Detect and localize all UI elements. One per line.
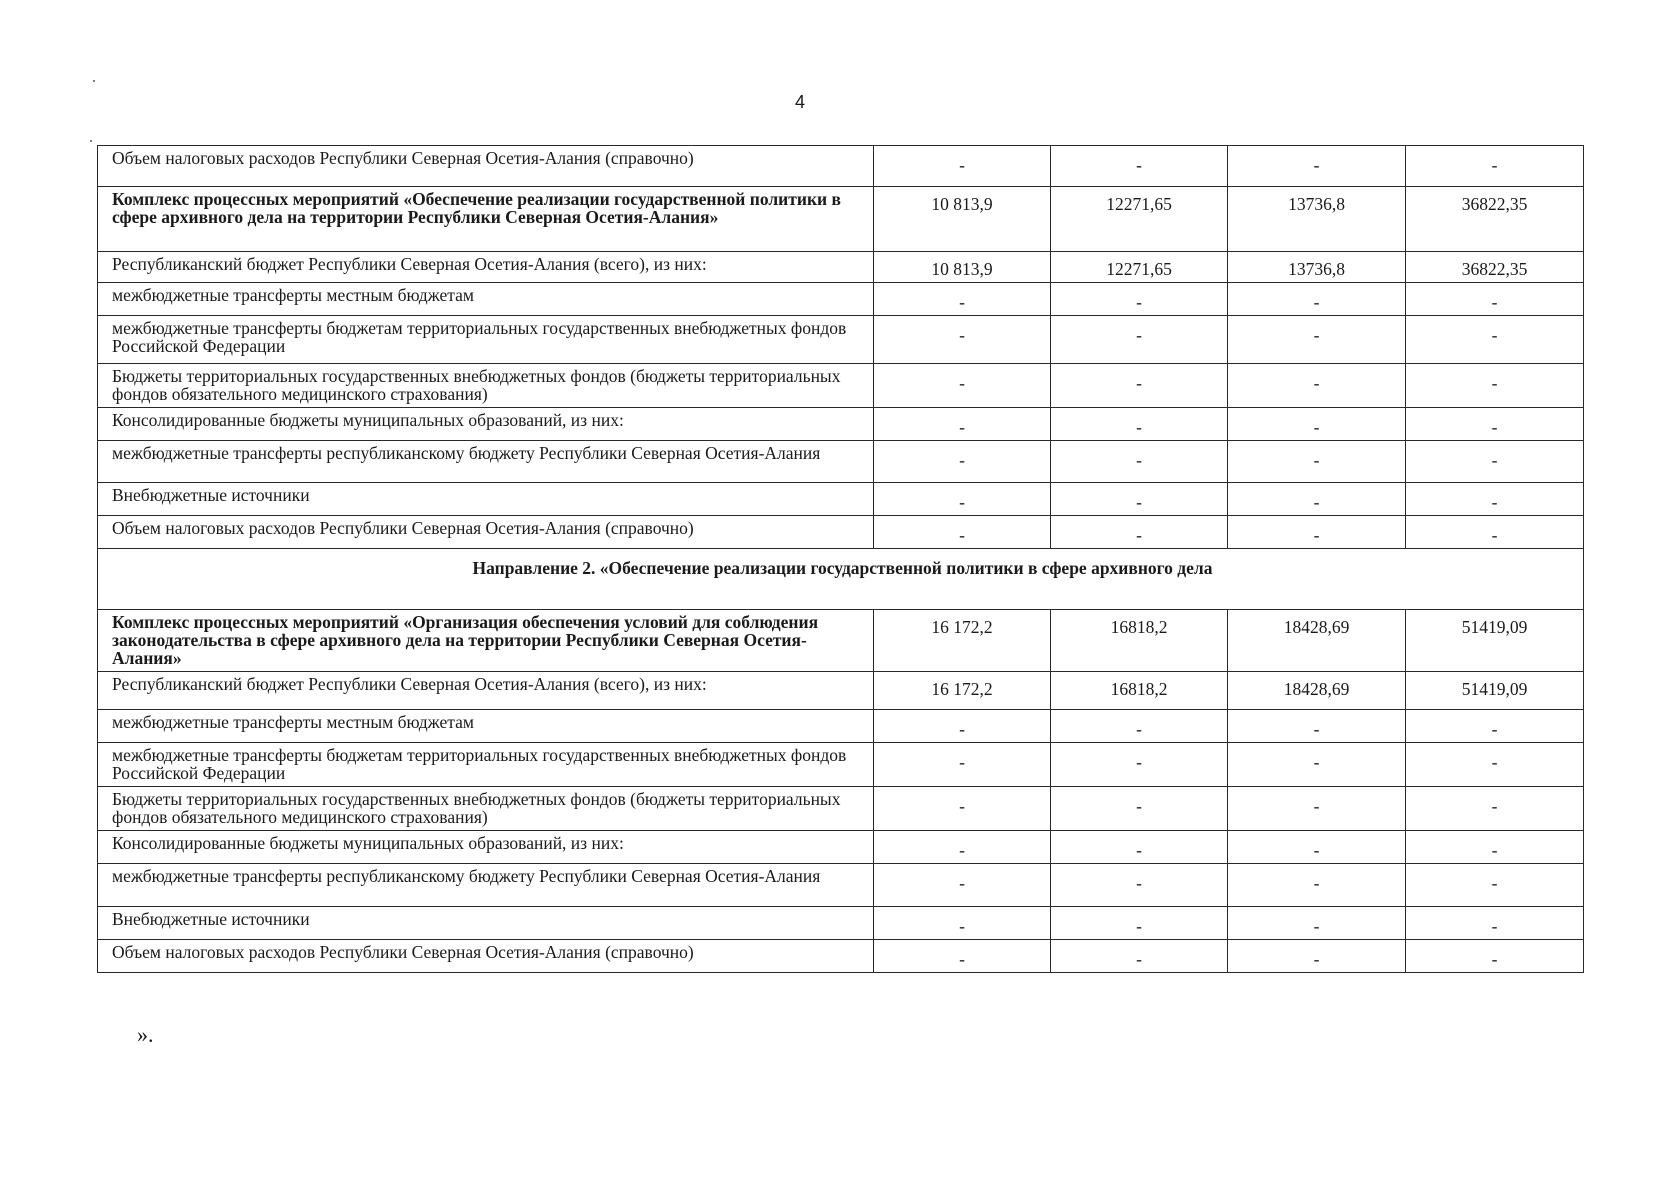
value-cell: - [874, 907, 1051, 940]
value-cell: - [1406, 408, 1584, 441]
row-label: межбюджетные трансферты бюджетам территориальных государственных внебюджетных фондов Российской Федерации [98, 743, 874, 787]
value-cell: - [1406, 483, 1584, 516]
row-label: межбюджетные трансферты бюджетам территориальных государственных внебюджетных фондов Российской Федерации [98, 316, 874, 364]
value-cell: - [1051, 146, 1228, 187]
value-cell: - [1051, 408, 1228, 441]
value-cell: - [1228, 364, 1406, 408]
value-cell: - [1406, 516, 1584, 549]
value-cell: - [1406, 364, 1584, 408]
table-row [98, 787, 1584, 831]
value-cell: - [1228, 483, 1406, 516]
table-row [98, 743, 1584, 787]
value-cell: - [1051, 364, 1228, 408]
value-cell: - [874, 283, 1051, 316]
table-row [98, 672, 1584, 710]
table-row [98, 146, 1584, 187]
value-cell: - [1051, 907, 1228, 940]
table-row [98, 441, 1584, 483]
value-cell: - [874, 146, 1051, 187]
value-cell: - [874, 787, 1051, 831]
value-cell: - [874, 940, 1051, 973]
value-cell: - [874, 516, 1051, 549]
row-label: Объем налоговых расходов Республики Северная Осетия-Алания (справочно) [98, 146, 874, 187]
value-cell: - [1051, 743, 1228, 787]
value-cell: - [1051, 441, 1228, 483]
complex-row [98, 187, 1584, 252]
row-label: Комплекс процессных мероприятий «Организация обеспечения условий для соблюдения законодательства в сфере архивного дела на территории Республики Северная Осетия-Алания» [98, 610, 874, 672]
value-cell: 16818,2 [1051, 610, 1228, 672]
table-row [98, 831, 1584, 864]
value-cell: - [1228, 787, 1406, 831]
value-cell: 51419,09 [1406, 610, 1584, 672]
direction-title: Направление 2. «Обеспечение реализации государственной политики в сфере архивного дела [98, 549, 1584, 610]
value-cell: - [1406, 146, 1584, 187]
value-cell: - [1228, 441, 1406, 483]
value-cell: - [1406, 283, 1584, 316]
value-cell: - [874, 441, 1051, 483]
row-label: Консолидированные бюджеты муниципальных образований, из них: [98, 408, 874, 441]
value-cell: - [1051, 864, 1228, 907]
value-cell: - [1406, 710, 1584, 743]
value-cell: 13736,8 [1228, 252, 1406, 283]
value-cell: - [1051, 483, 1228, 516]
table-row [98, 483, 1584, 516]
value-cell: 18428,69 [1228, 610, 1406, 672]
value-cell: - [1051, 283, 1228, 316]
value-cell: - [874, 316, 1051, 364]
value-cell: - [1228, 146, 1406, 187]
row-label: Республиканский бюджет Республики Северная Осетия-Алания (всего), из них: [98, 672, 874, 710]
value-cell: - [1406, 940, 1584, 973]
value-cell: - [874, 710, 1051, 743]
table-row [98, 907, 1584, 940]
value-cell: - [1051, 831, 1228, 864]
row-label: межбюджетные трансферты республиканскому бюджету Республики Северная Осетия-Алания [98, 441, 874, 483]
table-row [98, 864, 1584, 907]
value-cell: 51419,09 [1406, 672, 1584, 710]
row-label: Объем налоговых расходов Республики Северная Осетия-Алания (справочно) [98, 516, 874, 549]
value-cell: - [1228, 743, 1406, 787]
row-label: межбюджетные трансферты республиканскому бюджету Республики Северная Осетия-Алания [98, 864, 874, 907]
value-cell: - [1406, 831, 1584, 864]
row-label: Бюджеты территориальных государственных внебюджетных фондов (бюджеты территориальных фондов обязательного медицинского страхования) [98, 787, 874, 831]
value-cell: - [1228, 831, 1406, 864]
value-cell: - [874, 408, 1051, 441]
value-cell: - [1051, 316, 1228, 364]
row-label: Республиканский бюджет Республики Северная Осетия-Алания (всего), из них: [98, 252, 874, 283]
row-label: Внебюджетные источники [98, 907, 874, 940]
value-cell: - [1406, 743, 1584, 787]
value-cell: 36822,35 [1406, 187, 1584, 252]
value-cell: - [1406, 441, 1584, 483]
table-row [98, 316, 1584, 364]
value-cell: - [1051, 787, 1228, 831]
value-cell: - [1228, 710, 1406, 743]
value-cell: - [1228, 940, 1406, 973]
row-label: Бюджеты территориальных государственных внебюджетных фондов (бюджеты территориальных фондов обязательного медицинского страхования) [98, 364, 874, 408]
table-row [98, 283, 1584, 316]
value-cell: - [874, 864, 1051, 907]
row-label: Внебюджетные источники [98, 483, 874, 516]
value-cell: - [1228, 864, 1406, 907]
value-cell: - [1406, 787, 1584, 831]
complex-row [98, 610, 1584, 672]
value-cell: 12271,65 [1051, 252, 1228, 283]
value-cell: 18428,69 [1228, 672, 1406, 710]
value-cell: - [1228, 907, 1406, 940]
table-row [98, 710, 1584, 743]
table-row [98, 252, 1584, 283]
value-cell: - [874, 831, 1051, 864]
value-cell: - [1406, 864, 1584, 907]
value-cell: - [874, 483, 1051, 516]
row-label: Консолидированные бюджеты муниципальных образований, из них: [98, 831, 874, 864]
value-cell: - [1228, 316, 1406, 364]
row-label: межбюджетные трансферты местным бюджетам [98, 283, 874, 316]
table-row [98, 408, 1584, 441]
table-row [98, 940, 1584, 973]
value-cell: - [1406, 907, 1584, 940]
value-cell: - [1228, 283, 1406, 316]
value-cell: 16 172,2 [874, 672, 1051, 710]
scan-speck [90, 140, 92, 142]
value-cell: - [1051, 940, 1228, 973]
value-cell: 10 813,9 [874, 252, 1051, 283]
value-cell: 36822,35 [1406, 252, 1584, 283]
value-cell: 16818,2 [1051, 672, 1228, 710]
value-cell: - [874, 743, 1051, 787]
value-cell: 12271,65 [1051, 187, 1228, 252]
value-cell: - [1406, 316, 1584, 364]
table-row [98, 364, 1584, 408]
row-label: Объем налоговых расходов Республики Северная Осетия-Алания (справочно) [98, 940, 874, 973]
value-cell: 16 172,2 [874, 610, 1051, 672]
value-cell: - [874, 364, 1051, 408]
budget-table-body [98, 146, 1584, 973]
value-cell: 10 813,9 [874, 187, 1051, 252]
row-label: межбюджетные трансферты местным бюджетам [98, 710, 874, 743]
value-cell: - [1051, 710, 1228, 743]
value-cell: - [1228, 408, 1406, 441]
row-label: Комплекс процессных мероприятий «Обеспечение реализации государственной политики в сфере архивного дела на территории Республики Северная Осетия-Алания» [98, 187, 874, 252]
value-cell: 13736,8 [1228, 187, 1406, 252]
value-cell: - [1051, 516, 1228, 549]
budget-table [97, 145, 1584, 973]
page-number: 4 [794, 92, 805, 112]
value-cell: - [1228, 516, 1406, 549]
table-row [98, 516, 1584, 549]
scan-speck [93, 80, 95, 82]
closing-quote: ». [137, 1022, 154, 1047]
direction-heading-row [98, 549, 1584, 610]
